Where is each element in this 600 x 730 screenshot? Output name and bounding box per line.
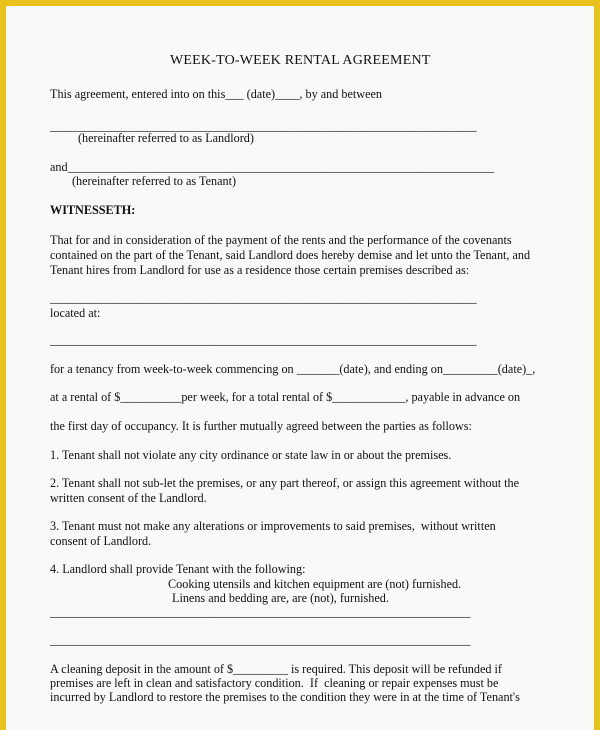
document-page: [6, 6, 594, 730]
tenancy-line: for a tenancy from week-to-week commencing on _______(date), and ending on_________(date)_,: [50, 362, 536, 376]
consideration-line: Tenant hires from Landlord for use as a residence those certain premises described as:: [50, 263, 470, 277]
tenant-name-blank: and______________________________________________________________________: [50, 160, 495, 174]
clause-2: 2. Tenant shall not sub-let the premises, or any part thereof, or assign this agreement without the: [50, 476, 520, 490]
other-items-blank: _____________________________________________________________________: [50, 633, 471, 647]
rental-line: at a rental of $__________per week, for a total rental of $____________, payable in advance on: [50, 390, 521, 404]
clause-3: consent of Landlord.: [50, 534, 152, 548]
other-items-blank: _____________________________________________________________________: [50, 605, 471, 619]
tenant-label: (hereinafter referred to as Tenant): [72, 174, 237, 188]
clause-4-utensils: Cooking utensils and kitchen equipment are (not) furnished.: [168, 577, 462, 591]
intro-line: This agreement, entered into on this___ (date)____, by and between: [50, 87, 383, 101]
clause-1: 1. Tenant shall not violate any city ordinance or state law in or about the premises.: [50, 448, 452, 462]
deposit-line: incurred by Landlord to restore the premises to the condition they were in at the time of Tenant's: [50, 690, 520, 704]
premises-blank: ______________________________________________________________________: [50, 291, 477, 305]
landlord-label: (hereinafter referred to as Landlord): [78, 131, 254, 145]
occupancy-line: the first day of occupancy. It is further mutually agreed between the parties as follows:: [50, 419, 472, 433]
clause-4: 4. Landlord shall provide Tenant with the following:: [50, 562, 306, 576]
deposit-line: premises are left in clean and satisfactory condition. If cleaning or repair expenses must be: [50, 676, 499, 690]
clause-2: written consent of the Landlord.: [50, 491, 207, 505]
landlord-name-blank: ______________________________________________________________________: [50, 119, 477, 133]
document-title: WEEK-TO-WEEK RENTAL AGREEMENT: [170, 53, 431, 68]
located-at-label: located at:: [50, 306, 101, 320]
location-blank: ______________________________________________________________________: [50, 333, 477, 347]
witnesseth-heading: WITNESSETH:: [50, 203, 136, 217]
consideration-line: That for and in consideration of the payment of the rents and the performance of the covenants: [50, 233, 512, 247]
clause-4-linens: Linens and bedding are, are (not), furnished.: [172, 591, 389, 605]
consideration-line: contained on the part of the Tenant, said Landlord does hereby demise and let unto the Tenant, and: [50, 248, 531, 262]
deposit-line: A cleaning deposit in the amount of $_________ is required. This deposit will be refunded if: [50, 662, 502, 676]
clause-3: 3. Tenant must not make any alterations or improvements to said premises, without written: [50, 519, 496, 533]
